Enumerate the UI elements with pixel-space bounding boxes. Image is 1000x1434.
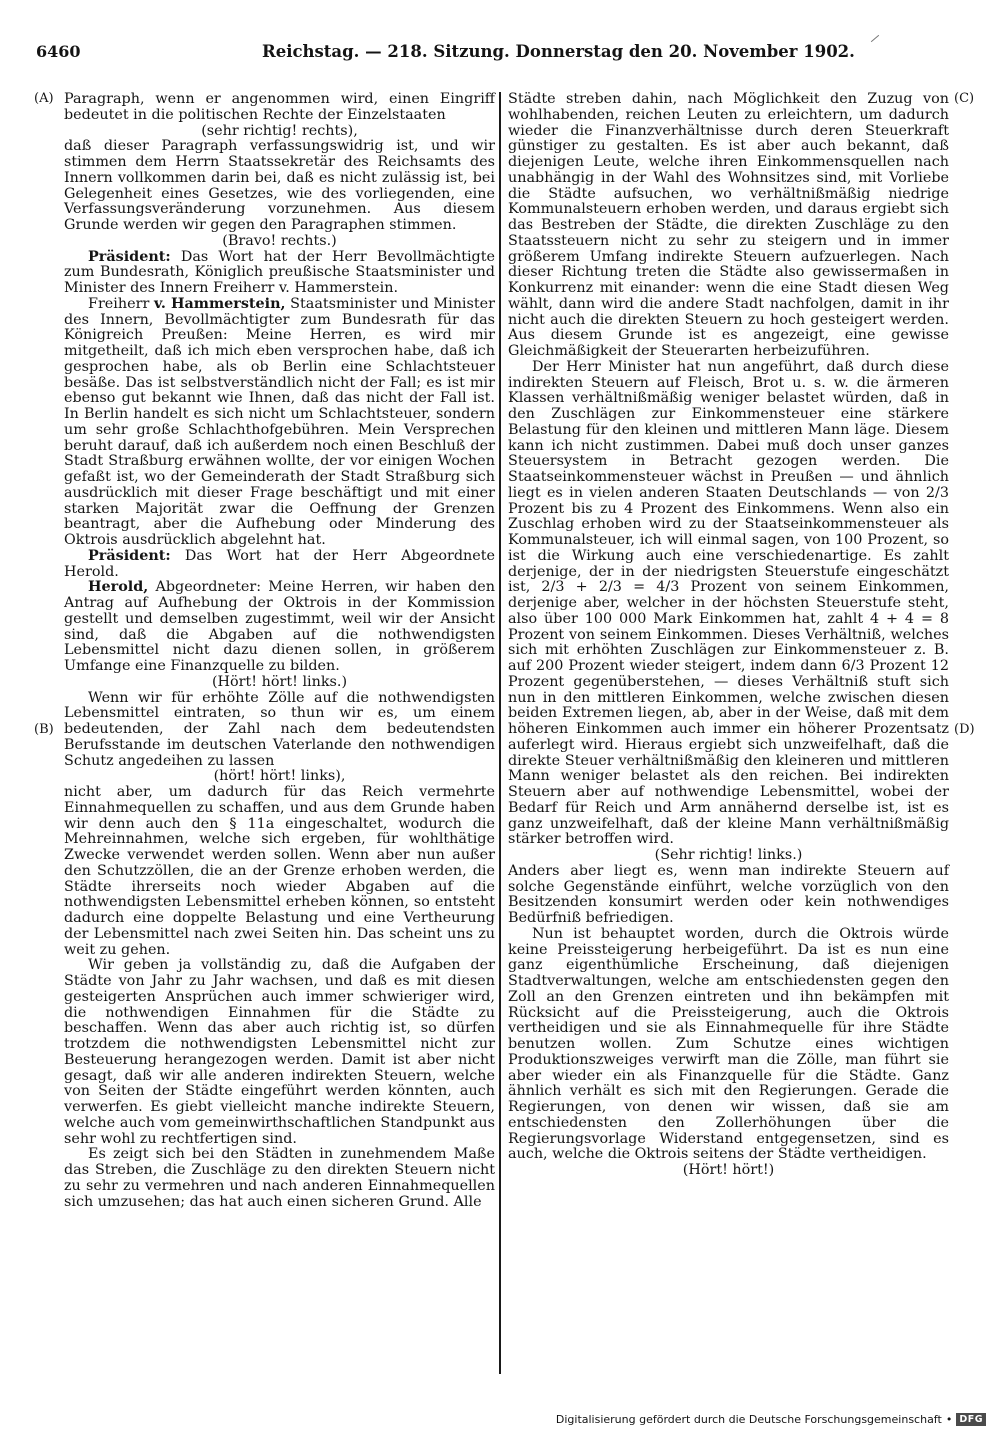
scan-mark: [871, 35, 879, 42]
speaker-name: v. Hammerstein,: [153, 295, 286, 312]
page-number: 6460: [36, 42, 81, 61]
right-column: [508, 92, 949, 1179]
interjection: (Hört! hört! links.): [211, 673, 348, 690]
dfg-logo: DFG: [956, 1413, 986, 1426]
speech-text: Das Wort hat der Herr Bevollmächtigte zum Bundesrath, Königlich preußische Staatsminister und Minister des Innern Freiherr v. Hammerstein.: [64, 248, 495, 296]
speech-text: Staatsminister und Minister des Innern, Bevollmächtigter zum Bundesrath für das Königreich Preußen: Meine Herren, es wird mir mitgetheilt, daß ich mich eben versprochen habe, daß ich gesprochen habe, als ob Berlin eine Schlachtsteuer besäße. Das ist selbstverständlich nicht der Fall; es ist mir ebenso gut bekannt wie Ihnen, daß das nicht der Fall ist. In Berlin handelt es sich nicht um Schlachtsteuer, sondern um sehr große Schlachthofgebühren. Mein Versprechen beruht darauf, daß ich außerdem noch einen Beschluß der Stadt Straßburg erwähnen wollte, der vor einigen Wochen gefaßt ist, wo der Gemeinderath der Stadt Straßburg sich ausdrücklich mit dieser Frage beschäftigt und mit einer starken Majorität zwar die Oeffnung der Grenzen beantragt, aber die Aufhebung oder Minderung des Oktrois ausdrücklich abgelehnt hat.: [64, 295, 495, 548]
body-paragraph: Es zeigt sich bei den Städten in zunehmendem Maße das Streben, die Zuschläge zu den direkten Steuern nicht zu sehr zu vermehren und nach anderen Einnahmequellen sich umzusehen; das hat auch einen sicheren Grund. Alle: [64, 1146, 495, 1210]
body-paragraph: Nun ist behauptet worden, durch die Oktrois würde keine Preissteigerung herbeigeführt. Da ist es nun eine ganz eigenthümliche Erscheinung, daß diejenigen Stadtverwaltungen, welche am entschiedensten gegen den Zoll an den Grenzen eintreten und ihn bekämpfen mit Rücksicht auf die Preissteigerung, auch die Oktrois vertheidigen und sie als Einnahmequelle für ihre Städte benutzen wollen. Zum Schutze eines wichtigen Produktionszweiges verwirft man die Zölle, man führt sie aber wieder ein als Finanzquelle für die Städte. Ganz ähnlich verhält es sich mit den Regierungen. Gerade die Regierungen, von denen wir wissen, daß sie am entschiedensten den Zollerhöhungen über die Regierungsvorlage Widerstand entgegensetzen, sind es auch, welche die Oktrois seitens der Städte vertheidigen.: [508, 925, 949, 1163]
footer-text: Digitalisierung gefördert durch die Deutsche Forschungsgemeinschaft: [555, 1412, 942, 1426]
body-paragraph: Wir geben ja vollständig zu, daß die Aufgaben der Städte von Jahr zu Jahr wachsen, und daß es mit diesen gesteigerten Ansprüchen auch immer schwieriger wird, die nothwendigen Einnahmen für die Städte zu beschaffen. Wenn das aber auch richtig ist, so dürfen trotzdem die nothwendigsten Lebensmittel nicht zur Besteuerung herangezogen werden. Damit ist aber nicht gesagt, daß wir alle anderen indirekten Steuern, welche von Seiten der Städte eingeführt werden könnten, auch verwerfen. Es giebt vielleicht manche indirekte Steuern, welche auch vom gemeinwirthschaftlichen Standpunkt aus sehr wohl zu rechtfertigen sind.: [64, 957, 495, 1147]
speaker-paragraph: [64, 297, 495, 549]
speaker-paragraph: [64, 580, 495, 675]
margin-marker-d: (D): [954, 722, 975, 737]
body-paragraph: nicht aber, um dadurch für das Reich vermehrte Einnahmequellen zu schaffen, und aus dem Grunde haben wir denn auch den § 11a eingeschaltet, wodurch die Mehreinnahmen, welche sich ergeben, für wohlthätige Zwecke verwendet werden sollen. Wenn aber nun außer den Schutzzöllen, die an der Grenze erhoben werden, die Städte ihrerseits noch wieder Abgaben auf die nothwendigsten Lebensmittel erheben können, so entsteht dadurch eine doppelte Belastung und eine Vertheurung der Lebensmittel nach zwei Seiten hin. Das scheint uns zu weit zu gehen.: [64, 784, 495, 958]
speaker-name: Herold,: [88, 579, 149, 596]
speaker-paragraph: [64, 549, 495, 581]
body-paragraph: Der Herr Minister hat nun angeführt, daß durch diese indirekten Steuern auf Fleisch, Brot u. s. w. die ärmeren Klassen verhältnißmäßig weniger belastet würden, daß in den Zuschlägen zur Einkommensteuer eine stärkere Belastung für den kleinen und mittleren Mann läge. Diesem kann ich nicht zustimmen. Dabei muß doch unser ganzes Steuersystem in Betracht gezogen werden. Die Staatseinkommensteuer wächst in Preußen — und ähnlich liegt es in vielen anderen Staaten Deutschlands — von 2/3 Prozent bis zu 4 Prozent des Einkommens. Wenn also ein Zuschlag erhoben wird zu der Staatseinkommensteuer als Kommunalsteuer, ich will einmal sagen, von 100 Prozent, so ist die Wirkung auch eine verschiedenartige. Es zahlt derjenige, der in der niedrigsten Steuerstufe eingeschätzt ist, 2/3 + 2/3 = 4/3 Prozent von seinem Einkommen, derjenige aber, welcher in der höchsten Steuerstufe steht, also über 100 000 Mark Einkommen hat, zahlt 4 + 4 = 8 Prozent von seinem Einkommen. Dieses Verhältniß, welches sich mit erhöhten Zuschlägen zur Einkommensteuer z. B. auf 200 Prozent wieder steigert, indem dann 6/3 Prozent 12 Prozent gegenüberstehen, — dieses Verhältniß stuft sich nun in den mittleren Einkommen, welche zwischen diesen beiden Extremen liegen, ab, aber in der Weise, daß mit dem höheren Einkommen auch immer ein höherer Prozentsatz auferlegt wird. Hieraus ergiebt sich unzweifelhaft, daß die direkte Steuer verhältnißmäßig den kleineren und mittleren Mann weniger belastet als den reichen. Bei indirekten Steuern aber auf nothwendige Lebensmittel, wobei der Bedarf für Reich und Arm annähernd derselbe ist, ist es ganz unzweifelhaft, daß der kleine Mann verhältnißmäßig stärker betroffen wird.: [508, 358, 949, 848]
page-header: [36, 42, 855, 68]
body-paragraph: Städte streben dahin, nach Möglichkeit den Zuzug von wohlhabenden, reichen Leuten zu erleichtern, um dadurch wieder die Finanzverhältnisse durch deren Steuerkraft günstiger zu gestalten. Es ist aber auch bekannt, daß diejenigen Leute, welche ihren Einkommensquellen nach unabhängig in der Wahl des Wohnsitzes sind, mit Vorliebe die Städte aufsuchen, wo verhältnißmäßig niedrige Kommunalsteuern erhoben werden, und daraus ergiebt sich das Bestreben der Städte, die direkten Zuschläge zu den Staatssteuern nicht zu sehr zu steigern und in immer größerem Umfang indirekte Steuern aufzuerlegen. Nach dieser Richtung treten die Städte also gewissermaßen in Konkurrenz mit einander: wenn die eine Stadt diesen Weg wählt, dann wird die andere Stadt nachfolgen, damit in ihr nicht auch die direkten Steuern zu hoch gesteigert werden. Aus diesem Grunde ist es angezeigt, eine gewisse Gleichmäßigkeit der Steuerarten herbeizuführen.: [508, 91, 949, 359]
speaker-title: Freiherr: [88, 295, 154, 312]
interjection: (hört! hört! links),: [213, 768, 346, 785]
margin-marker-a: (A): [34, 91, 54, 106]
running-head: Reichstag. — 218. Sitzung. Donnerstag den 20. November 1902.: [262, 42, 855, 61]
speech-text: Das Wort hat der Herr Abgeordnete Herold.: [64, 547, 495, 580]
interjection: (sehr richtig! rechts),: [201, 122, 358, 139]
speaker-name: Präsident:: [88, 248, 171, 265]
speaker-name: Präsident:: [88, 547, 171, 564]
interjection: (Bravo! rechts.): [222, 232, 337, 249]
body-paragraph: Wenn wir für erhöhte Zölle auf die nothwendigsten Lebensmittel eintraten, so thun wir es, um einem bedeutenden, der Zahl nach dem bedeutendsten Berufsstande im deutschen Vaterlande den nothwendigen Schutz angedeihen zu lassen: [64, 689, 495, 769]
body-paragraph: daß dieser Paragraph verfassungswidrig ist, und wir stimmen dem Herrn Staatssekretär des Reichsamts des Innern vollkommen darin bei, daß es nicht zulässig ist, bei Gelegenheit eines Gesetzes, wie des vorliegenden, eine Verfassungsveränderung vorzunehmen. Aus diesem Grunde werden wir gegen den Paragraphen stimmen.: [64, 138, 495, 233]
left-column: [64, 92, 495, 1210]
footer: [556, 1411, 986, 1427]
column-divider: [499, 92, 501, 1374]
interjection: (Sehr richtig! links.): [654, 847, 803, 863]
body-paragraph: Anders aber liegt es, wenn man indirekte Steuern auf solche Gegenstände einführt, welche vorzüglich von den Besitzenden konsumirt werden oder kein nothwendiges Bedürfniß befriedigen.: [508, 862, 949, 926]
body-paragraph: Paragraph, wenn er angenommen wird, einen Eingriff bedeutet in die politischen Rechte der Einzelstaaten: [64, 91, 495, 123]
speaker-paragraph: [64, 250, 495, 297]
margin-marker-c: (C): [954, 91, 975, 106]
margin-marker-b: (B): [34, 722, 54, 737]
speech-text: Abgeordneter: Meine Herren, wir haben den Antrag auf Aufhebung der Oktrois in der Kommission gestellt und demselben zugestimmt, weil wir der Ansicht sind, daß die Abgaben auf die nothwendigsten Lebensmittel nicht dazu dienen sollen, in größerem Umfange eine Finanzquelle zu bilden.: [64, 579, 495, 674]
footer-bullet: •: [945, 1412, 953, 1426]
interjection: (Hört! hört!): [682, 1162, 775, 1178]
